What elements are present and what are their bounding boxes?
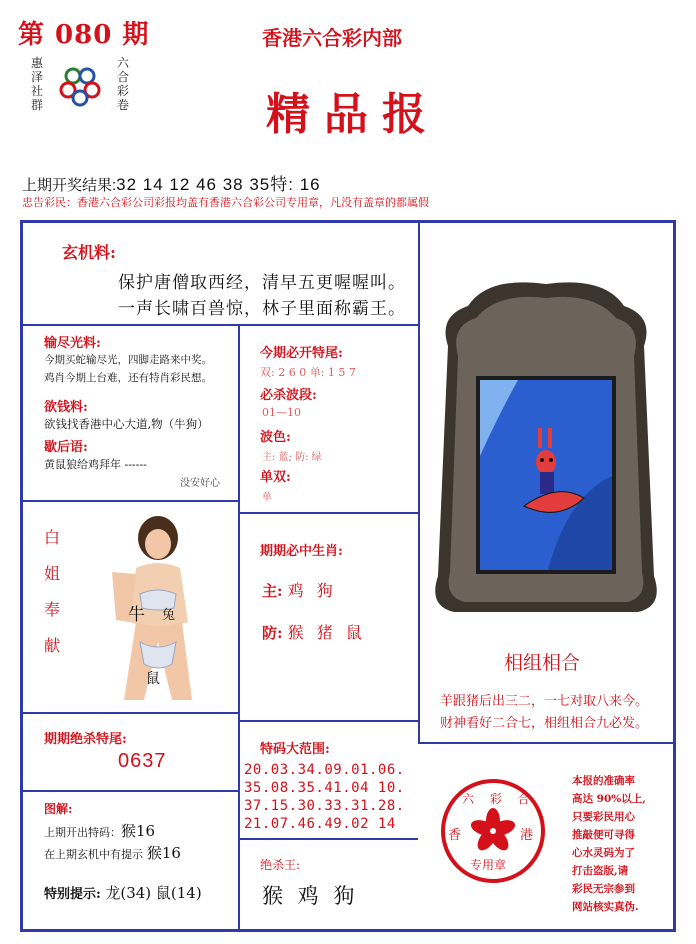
fanwei-row-1: 20.03.34.09.01.06. bbox=[244, 762, 405, 778]
xiangzu-line-1: 羊跟猪后出三二，一七对取八来今。 bbox=[440, 694, 649, 709]
tishi bbox=[44, 882, 202, 903]
jueshao-label: 期期绝杀特尾: bbox=[44, 732, 127, 747]
danshuang-value: 单 bbox=[262, 492, 272, 503]
baijie-overlay-3: 鼠 bbox=[146, 671, 160, 687]
tujie-line-1-label: 上期开出特码： bbox=[44, 826, 121, 839]
divider-mid-3 bbox=[240, 838, 418, 840]
tujie-line-2-value: 猴16 bbox=[146, 844, 181, 862]
baijie-overlay-1: 牛 bbox=[128, 605, 145, 625]
xiangzu-line-2: 财神看好二合七，相组相合九必发。 bbox=[440, 716, 649, 731]
xuanji-line-2: 一声长啸百兽惊，林子里面称霸王。 bbox=[118, 299, 406, 319]
baijie-overlay-2: 兔 bbox=[162, 608, 176, 623]
seal-top-text: 六 彩 合 bbox=[462, 792, 536, 806]
divider-xuanji bbox=[22, 324, 418, 326]
lottery-logo-icon bbox=[58, 64, 102, 108]
bose-value: 主: 蓝; 防: 绿 bbox=[262, 452, 322, 463]
xuanji-line-1: 保护唐僧取西经，清早五更喔喔叫。 bbox=[118, 273, 406, 293]
last-result-label: 上期开奖结果: bbox=[22, 177, 117, 194]
shuchan-line-1: 今期买蛇输尽光，四脚走路来中奖。 bbox=[44, 354, 212, 366]
divider-left-1 bbox=[22, 500, 238, 502]
big-title: 精品报 bbox=[266, 89, 440, 140]
seal-right-text: 港 bbox=[520, 828, 534, 843]
zhongsx-main-value: 鸡 狗 bbox=[287, 581, 337, 600]
tishi-value: 龙(34) 鼠(14) bbox=[105, 884, 202, 902]
fanwei-row-2: 35.08.35.41.04 10. bbox=[244, 780, 405, 796]
issue-number: 第 080 期 bbox=[18, 20, 150, 50]
divider-mid-2 bbox=[240, 720, 418, 722]
zhongsx-fang-value: 猴 猪 鼠 bbox=[287, 623, 366, 642]
fanwei-row-3: 37.15.30.33.31.28. bbox=[244, 798, 405, 814]
tujie-line-2 bbox=[44, 842, 181, 863]
fanwei-row-4: 21.07.46.49.02 14 bbox=[244, 816, 396, 832]
framed-picture-image bbox=[428, 276, 664, 616]
warning-text: 忠告彩民：香港六合彩公司彩报均盖有香港六合彩公司专用章，凡没有盖章的都属假 bbox=[22, 197, 429, 209]
zhongsx-main bbox=[262, 578, 337, 601]
yuqian-text: 欲钱找香港中心大道,物（牛狗） bbox=[44, 417, 209, 431]
seal-bottom-text: 专用章 bbox=[470, 858, 507, 872]
shuchan-label: 输尽光料: bbox=[44, 336, 101, 351]
vertical-right-text: 六 合 彩 卷 bbox=[116, 56, 129, 112]
xiehou-text: 黄鼠狼给鸡拜年 ------ bbox=[44, 458, 147, 471]
zhongsx-fang-label: 防: bbox=[262, 624, 283, 642]
divider-left-2 bbox=[22, 712, 238, 714]
tujie-line-2-label: 在上期玄机中有提示 bbox=[44, 848, 143, 861]
bose-label: 波色: bbox=[260, 430, 291, 445]
wangsha-value: 猴 鸡 狗 bbox=[262, 884, 359, 908]
tujie-label: 图解: bbox=[44, 802, 73, 816]
xuanji-label: 玄机料: bbox=[62, 243, 116, 262]
danshuang-label: 单双: bbox=[260, 470, 291, 485]
top-title: 香港六合彩内部 bbox=[262, 26, 402, 50]
tewei-label: 今期必开特尾: bbox=[260, 346, 343, 361]
divider-right-column bbox=[418, 222, 420, 742]
accuracy-note: 本报的准确率 高达 90%以上, 只要彩民用心 推敲便可寻得 心水灵码为了 打击盗版,请 彩民无宗参到 网站核实真伪. bbox=[572, 775, 646, 913]
wangsha-label: 绝杀王: bbox=[260, 858, 301, 872]
tewei-value: 双: 2 6 0 单: 1 5 7 bbox=[260, 366, 356, 379]
boduan-label: 必杀波段: bbox=[260, 388, 317, 403]
zhongsx-label: 期期必中生肖: bbox=[260, 544, 343, 559]
boduan-value: 01—10 bbox=[262, 406, 301, 419]
jueshao-value: 0637 bbox=[118, 750, 167, 772]
fanwei-label: 特码大范围: bbox=[260, 742, 330, 757]
xiangzu-title: 相组相合 bbox=[504, 652, 581, 674]
divider-right-1 bbox=[418, 742, 674, 744]
last-result-numbers: 32 14 12 46 38 35特: 16 bbox=[116, 175, 321, 194]
shuchan-line-2: 鸡肖今期上台难，还有特肖彩民想。 bbox=[44, 372, 212, 384]
zhongsx-fang bbox=[262, 620, 366, 643]
tishi-label: 特别提示: bbox=[44, 887, 101, 902]
baijie-vertical: 白 姐 奉 献 bbox=[44, 528, 61, 655]
vertical-left-text: 惠 泽 社 群 bbox=[30, 56, 43, 112]
zhongsx-main-label: 主: bbox=[262, 582, 283, 600]
tujie-line-1 bbox=[44, 820, 155, 841]
tujie-line-1-value: 猴16 bbox=[121, 822, 156, 840]
last-result bbox=[22, 170, 321, 195]
divider-mid-1 bbox=[240, 512, 418, 514]
xiehou-label: 歇后语: bbox=[44, 440, 88, 455]
yuqian-label: 欲钱料: bbox=[44, 400, 88, 415]
xiehou-answer: 没安好心 bbox=[180, 478, 220, 489]
divider-left-3 bbox=[22, 790, 238, 792]
seal-left-text: 香 bbox=[448, 828, 462, 843]
